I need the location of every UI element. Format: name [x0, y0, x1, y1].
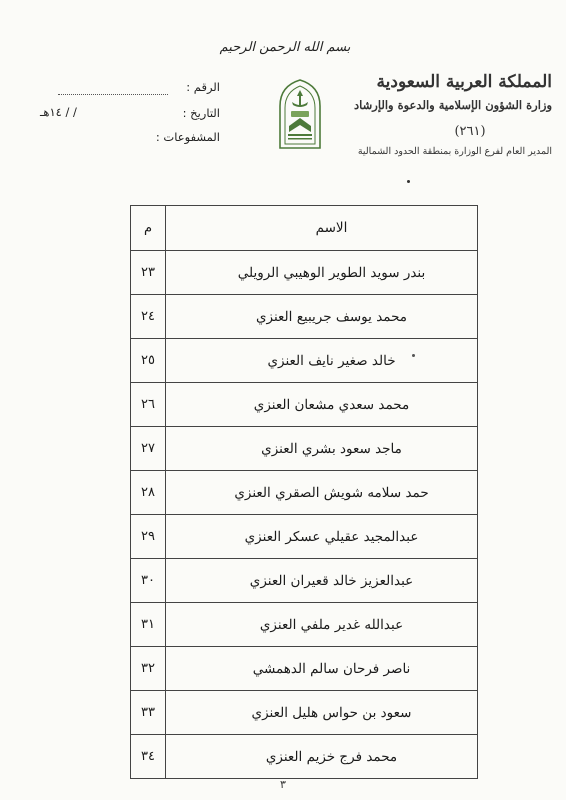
row-name: محمد يوسف جريبيع العنزي	[166, 295, 478, 339]
row-number: ٢٧	[131, 427, 166, 471]
attachments-label: المشفوعات :	[155, 130, 220, 144]
row-number: ٢٩	[131, 515, 166, 559]
table-header-row	[131, 206, 478, 251]
kingdom-title: المملكة العربية السعودية	[376, 72, 552, 92]
row-number: ٣٤	[131, 735, 166, 779]
row-name: عبدالعزيز خالد قعيران العنزي	[166, 559, 478, 603]
page-number: ٣	[280, 778, 286, 791]
basmala: بسم الله الرحمن الرحيم	[219, 40, 351, 55]
table-row	[131, 427, 478, 471]
row-name: حمد سلامه شويش الصقري العنزي	[166, 471, 478, 515]
table-row	[131, 735, 478, 779]
row-number: ٣٣	[131, 691, 166, 735]
table-row	[131, 295, 478, 339]
table-row	[131, 251, 478, 295]
row-number: ٢٥	[131, 339, 166, 383]
ministry-emblem-icon	[275, 76, 325, 152]
directorate-title: المدير العام لفرع الوزارة بمنطقة الحدود الشمالية	[357, 146, 552, 157]
row-number: ٢٣	[131, 251, 166, 295]
branch-number: (٢٦١)	[454, 124, 486, 139]
table-row	[131, 471, 478, 515]
col-header-number: م	[131, 206, 166, 251]
col-header-name: الاسم	[166, 206, 478, 251]
names-table	[130, 205, 478, 779]
number-label: الرقم :	[186, 80, 220, 94]
date-label: التاريخ :	[182, 106, 220, 120]
row-name: خالد صغير نايف العنزي	[166, 339, 478, 383]
row-number: ٢٤	[131, 295, 166, 339]
row-number: ٢٨	[131, 471, 166, 515]
table-row	[131, 383, 478, 427]
table-row	[131, 691, 478, 735]
ministry-title: وزارة الشؤون الإسلامية والدعوة والإرشاد	[354, 98, 552, 112]
row-name: محمد سعدي مشعان العنزي	[166, 383, 478, 427]
row-number: ٣٠	[131, 559, 166, 603]
table-row	[131, 647, 478, 691]
row-number: ٣١	[131, 603, 166, 647]
scan-speck	[412, 354, 415, 357]
row-name: سعود بن حواس هليل العنزي	[166, 691, 478, 735]
table-row	[131, 515, 478, 559]
date-value: / / ١٤هـ	[40, 105, 77, 119]
table-row	[131, 603, 478, 647]
row-name: بندر سويد الطوير الوهيبي الرويلي	[166, 251, 478, 295]
row-name: عبدالمجيد عقيلي عسكر العنزي	[166, 515, 478, 559]
row-name: عبدالله غدير ملفي العنزي	[166, 603, 478, 647]
table-row	[131, 339, 478, 383]
row-number: ٢٦	[131, 383, 166, 427]
row-name: ناصر فرحان سالم الدهمشي	[166, 647, 478, 691]
row-name: ماجد سعود بشري العنزي	[166, 427, 478, 471]
row-name: محمد فرج خزيم العنزي	[166, 735, 478, 779]
row-number: ٣٢	[131, 647, 166, 691]
table-row	[131, 559, 478, 603]
number-field-line	[58, 94, 168, 95]
ink-dot	[407, 180, 410, 183]
